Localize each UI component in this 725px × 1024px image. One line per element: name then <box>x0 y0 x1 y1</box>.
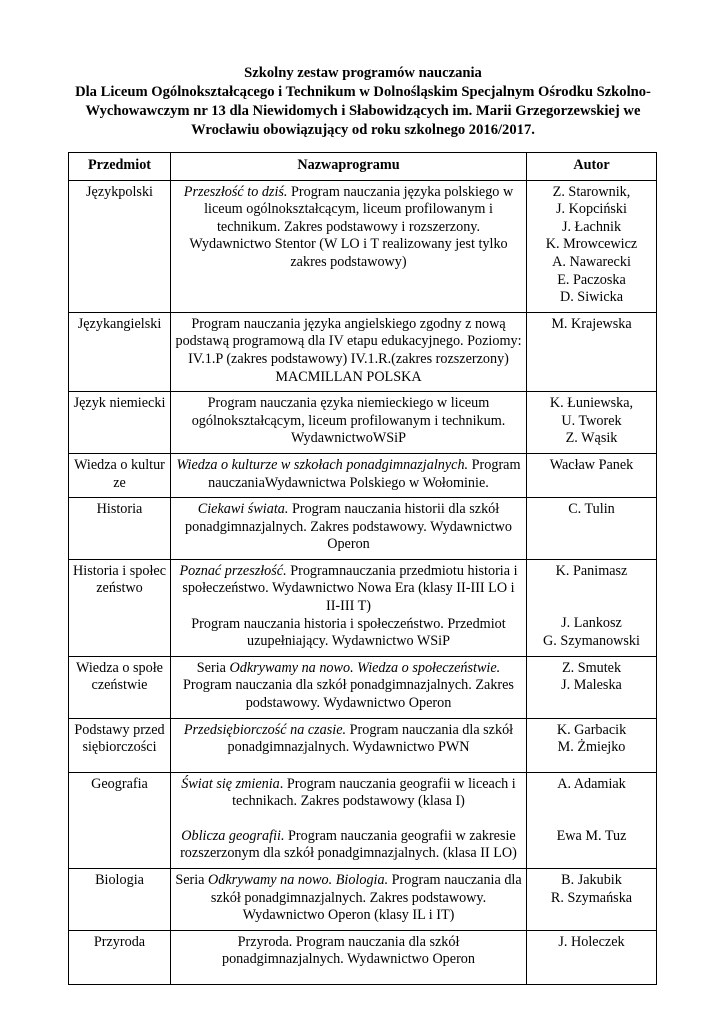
author-names: C. Tulin <box>568 501 615 518</box>
program-description: Przyroda. Program nauczania dla szkół ponadgimnazjalnych. Wydawnictwo Operon <box>221 933 475 968</box>
program-description: Program nauczania historia i społeczeństwo. Przedmiot uzupełniający. Wydawnictwo WSiP <box>191 615 506 650</box>
table-row <box>69 772 657 868</box>
author-cell <box>527 559 657 656</box>
table-row <box>69 930 657 984</box>
author-names: Wacław Panek <box>549 456 634 473</box>
program-prefix: Seria <box>175 872 209 888</box>
table-row <box>69 180 657 312</box>
author-cell <box>527 772 657 868</box>
program-cell <box>171 498 527 560</box>
program-paragraph <box>175 776 522 811</box>
program-cell <box>171 180 527 312</box>
program-cell <box>171 930 527 984</box>
title-line-3: Wychowawczym nr 13 dla Niewidomych i Słabowidzących im. Marii Grzegorzewskiej we <box>85 103 641 119</box>
program-description: Program nauczania dla szkół ponadgimnazjalnych. Wydawnictwo PWN <box>227 721 514 756</box>
program-paragraph <box>175 722 522 757</box>
program-paragraph <box>175 872 522 925</box>
author-names: J. Holeczek <box>558 933 625 950</box>
title-line-1: Szkolny zestaw programów nauczania <box>244 65 482 81</box>
program-title: Poznać przeszłość. <box>179 562 287 579</box>
author-names-secondary: J. Lankosz G. Szymanowski <box>543 615 640 650</box>
author-names: Z. Starownik, J. Kopciński J. Łachnik K. Mrowcewicz A. Nawarecki E. Paczoska D. Siwicka <box>545 183 638 306</box>
author-cell <box>527 498 657 560</box>
header-author: Autor <box>527 153 657 181</box>
table-row <box>69 869 657 931</box>
program-description: Program nauczania dla szkół ponadgimnazjalnych. Zakres podstawowy. Wydawnictwo Operon <box>183 677 514 712</box>
author-cell <box>527 656 657 718</box>
table-body <box>69 180 657 984</box>
author-names: B. Jakubik R. Szymańska <box>550 872 633 906</box>
subject-cell: Geografia <box>69 772 171 868</box>
subject-cell: Biologia <box>69 869 171 931</box>
header-program: Nazwaprogramu <box>171 153 527 181</box>
subject-cell: Wiedza o kulturze <box>69 453 171 497</box>
author-cell <box>527 930 657 984</box>
table-row <box>69 453 657 497</box>
author-cell <box>527 180 657 312</box>
program-description: Program nauczania języka polskiego w liceum ogólnokształcącym, liceum profilowanym i technikum. Zakres podstawowy i rozszerzony. Wydawnictwo Stentor (W LO i T realizowany jest tylko zakres podstawowy) <box>189 183 514 270</box>
program-cell <box>171 453 527 497</box>
program-paragraph <box>175 828 522 863</box>
program-cell <box>171 656 527 718</box>
program-paragraph <box>175 395 522 448</box>
program-cell <box>171 869 527 931</box>
table-row <box>69 498 657 560</box>
program-title: Oblicza geografii. <box>181 827 285 844</box>
subject-cell: Historia <box>69 498 171 560</box>
program-cell <box>171 718 527 772</box>
document-title <box>70 64 656 140</box>
author-names: K. Panimasz <box>555 562 628 579</box>
program-description: Programnauczania przedmiotu historia i społeczeństwo. Wydawnictwo Nowa Era (klasy II-III LO i II-III T) <box>182 562 518 615</box>
program-prefix: Seria <box>196 659 230 676</box>
program-cell <box>171 772 527 868</box>
subject-cell: Wiedza o społeczeństwie <box>69 656 171 718</box>
program-title: Wiedza o kulturze w szkołach ponadgimnazjalnych. <box>176 456 469 473</box>
table-row <box>69 392 657 454</box>
program-description: Program nauczania języka angielskiego zgodny z nową podstawą programową dla IV etapu edukacyjnego. Poziomy: IV.1.P (zakres podstawowy) IV.1.R.(zakres rozszerzony) MACMILLAN POLSKA <box>175 315 522 385</box>
author-names: K. Łuniewska, U. Tworek Z. Wąsik <box>549 395 634 447</box>
title-line-4: Wrocławiu obowiązujący od roku szkolnego 2016/2017. <box>191 122 535 138</box>
program-description: Program nauczania dla szkół ponadgimnazjalnych. Zakres podstawowy. Wydawnictwo Operon (klasy IL i IT) <box>210 872 522 924</box>
program-title: Ciekawi świata. <box>197 501 289 518</box>
program-cell <box>171 559 527 656</box>
program-title: Świat się zmienia <box>181 775 280 792</box>
author-cell <box>527 718 657 772</box>
program-paragraph <box>175 501 522 554</box>
author-cell <box>527 869 657 931</box>
author-names: K. Garbacik M. Żmiejko <box>556 721 627 756</box>
program-paragraph <box>175 457 522 492</box>
program-paragraph <box>175 184 522 272</box>
header-subject: Przedmiot <box>69 153 171 181</box>
author-names: A. Adamiak <box>557 775 626 792</box>
table-row <box>69 312 657 391</box>
program-description: . Program nauczania geografii w liceach i technikach. Zakres podstawowy (klasa I) <box>232 775 516 810</box>
program-title: Przeszłość to dziś. <box>183 183 288 200</box>
subject-cell: Język niemiecki <box>69 392 171 454</box>
subject-cell: Językangielski <box>69 312 171 391</box>
program-title: Przedsiębiorczość na czasie. <box>183 721 347 738</box>
program-table <box>68 152 657 985</box>
program-paragraph <box>175 660 522 713</box>
author-names-secondary: Ewa M. Tuz <box>556 828 627 845</box>
subject-cell: Językpolski <box>69 180 171 312</box>
table-header-row <box>69 153 657 181</box>
program-paragraph <box>175 616 522 651</box>
program-description: Program nauczania ęzyka niemieckiego w liceum ogólnokształcącym, liceum profilowanym i technikum. WydawnictwoWSiP <box>191 395 506 447</box>
table-row <box>69 656 657 718</box>
author-names: M. Krajewska <box>551 315 632 332</box>
subject-cell: Przyroda <box>69 930 171 984</box>
subject-cell: Historia i społeczeństwo <box>69 559 171 656</box>
program-paragraph <box>175 934 522 969</box>
program-paragraph <box>175 316 522 386</box>
program-description: Program nauczaniaWydawnictwa Polskiego w Wołominie. <box>208 456 521 491</box>
author-cell <box>527 312 657 391</box>
author-names: Z. Smutek J. Maleska <box>561 659 622 694</box>
subject-cell: Podstawy przedsiębiorczości <box>69 718 171 772</box>
program-title: Odkrywamy na nowo. Wiedza o społeczeństwie. <box>229 659 501 676</box>
table-row <box>69 559 657 656</box>
program-title: Odkrywamy na nowo. Biologia. <box>208 872 389 888</box>
title-line-2: Dla Liceum Ogólnokształcącego i Technikum w Dolnośląskim Specjalnym Ośrodku Szkolno- <box>75 84 651 100</box>
program-description: Program nauczania historii dla szkół ponadgimnazjalnych. Zakres podstawowy. Wydawnictwo Operon <box>185 501 512 553</box>
program-paragraph <box>175 563 522 616</box>
program-cell <box>171 312 527 391</box>
program-description: Program nauczania geografii w zakresie rozszerzonym dla szkół ponadgimnazjalnych. (klasa II LO) <box>180 827 517 862</box>
author-cell <box>527 453 657 497</box>
table-row <box>69 718 657 772</box>
author-cell <box>527 392 657 454</box>
program-cell <box>171 392 527 454</box>
